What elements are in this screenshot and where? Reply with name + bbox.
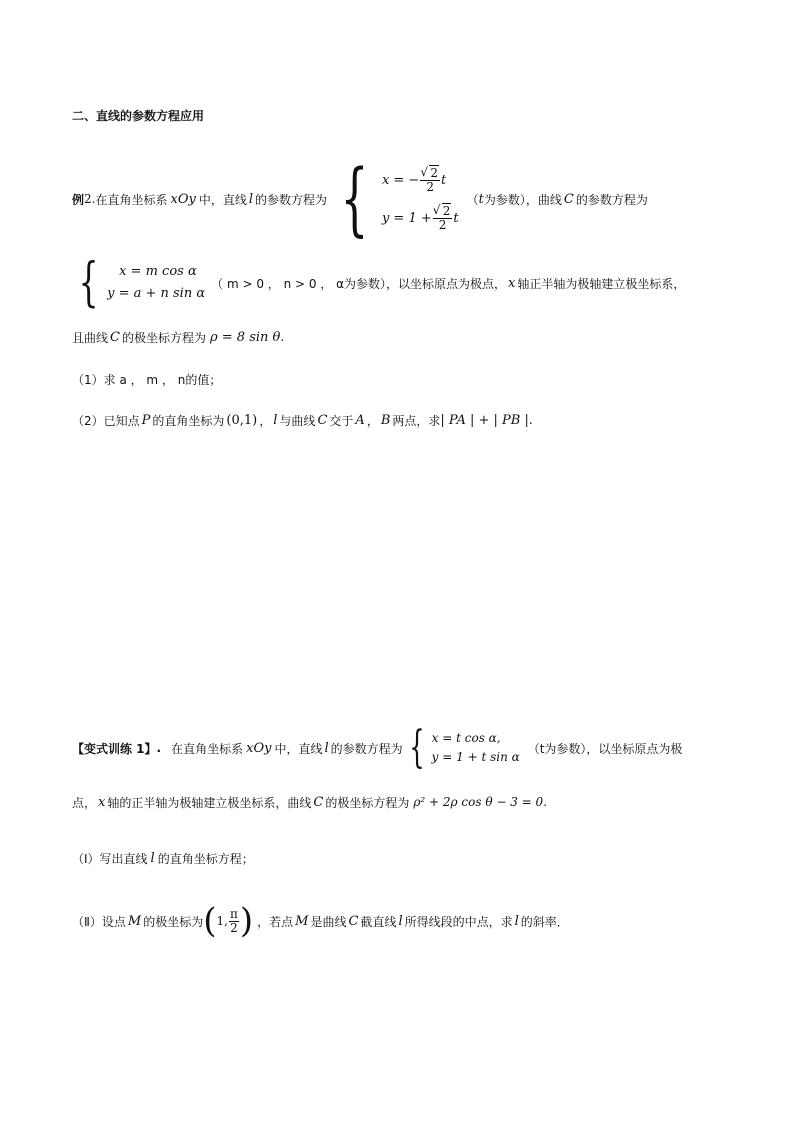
- variant-question-1: [72, 848, 254, 868]
- distance-sum-expression: | PA | + | PB |: [440, 412, 529, 428]
- polar-radius: 1,: [216, 914, 228, 928]
- variant-eq-row1: x = t cos α,: [431, 731, 501, 745]
- variant-text: （Ⅰ）写出直线: [72, 851, 148, 866]
- section-title: 二、直线的参数方程应用: [72, 109, 205, 123]
- example-intro: 在直角坐标系: [95, 192, 168, 207]
- example-text: 的参数方程为: [575, 192, 648, 207]
- point-coords: (0,1): [226, 412, 258, 428]
- fraction: [433, 205, 453, 232]
- polar-point-m: [203, 901, 254, 941]
- example-text: 的参数方程为: [255, 192, 328, 207]
- example-number: 2.: [84, 192, 96, 206]
- variant-text: 是曲线: [310, 914, 347, 929]
- left-brace-icon: {: [408, 722, 425, 773]
- example-text: 的直角坐标为: [152, 413, 225, 428]
- variant-text: 点，: [72, 795, 97, 810]
- example-text: ，: [259, 413, 272, 428]
- curve-eq-row2: y = a + n sin α: [107, 286, 206, 301]
- example2-line1: [72, 152, 648, 245]
- example-text: .: [528, 413, 533, 427]
- param-t: t: [440, 172, 447, 188]
- example-text: 的极坐标方程为: [121, 330, 206, 345]
- polar-equation: ρ² + 2ρ cos θ − 3 = 0: [413, 795, 544, 809]
- line-l: l: [324, 740, 329, 756]
- x-axis-var: x: [98, 794, 106, 810]
- param-t: t: [478, 191, 484, 207]
- curve-eq-row1: x = m cos α: [119, 264, 197, 279]
- variant-text: 的直角坐标方程；: [157, 851, 254, 866]
- point-a: A: [355, 412, 365, 428]
- variant-eq-row2: y = 1 + t sin α: [431, 750, 520, 764]
- variant-text: .: [156, 741, 162, 755]
- example-text: 与曲线: [279, 413, 316, 428]
- line-eq-row1: [382, 161, 459, 199]
- variant-text: 的参数方程为: [330, 741, 403, 756]
- sqrt-radicand: 2: [442, 203, 451, 218]
- variant-question-2: [72, 900, 569, 942]
- example-text: 交于: [329, 413, 354, 428]
- left-brace-icon: {: [78, 253, 99, 313]
- example-text: .: [280, 330, 285, 344]
- example-text: 轴正半轴为极轴建立极坐标系，: [517, 276, 686, 291]
- question-1: （1）求 a ， m ， n的值；: [72, 373, 222, 387]
- point-b: B: [380, 412, 391, 428]
- point-p: P: [141, 412, 151, 428]
- question-2: [72, 410, 533, 430]
- variant-text: ，若点: [257, 914, 294, 929]
- right-paren-icon: ): [239, 901, 254, 941]
- line-parametric-system: [327, 152, 459, 245]
- example-text: 且曲线: [72, 330, 109, 345]
- param-t: t: [453, 210, 459, 226]
- variant-label: 【变式训练 1】: [72, 741, 157, 756]
- coord-system-xoy: xOy: [246, 740, 272, 756]
- curve-parametric-system: [72, 253, 206, 313]
- variant-text: 的极坐标方程为: [325, 795, 410, 810]
- line-eq-row2: [382, 199, 459, 237]
- fraction-denominator: 2: [438, 217, 447, 232]
- fraction-denominator: 2: [426, 179, 434, 194]
- variant-text: 中，直线: [274, 741, 323, 756]
- example2-line2: [72, 253, 686, 313]
- example-text: （2）已知点: [72, 413, 140, 428]
- example-label: 例: [72, 192, 85, 207]
- example-text: ，: [366, 413, 379, 428]
- fraction-numerator: π: [229, 906, 238, 921]
- variant-text: 的斜率．: [520, 914, 569, 929]
- variant-text: 在直角坐标系: [171, 741, 244, 756]
- line-l: l: [514, 913, 519, 929]
- x-axis-var: x: [508, 275, 516, 291]
- variant1-line2: [72, 792, 547, 812]
- line-l: l: [398, 913, 403, 929]
- variant-text: .: [543, 795, 548, 809]
- variant-text: （t为参数），以坐标原点为极: [527, 741, 683, 756]
- example-text: 两点，求: [392, 413, 441, 428]
- example-text: （ m > 0 ， n > 0 ， α为参数），以坐标原点为极点，: [211, 276, 507, 291]
- example-text: 为参数），曲线: [483, 192, 562, 207]
- curve-c: C: [317, 412, 328, 428]
- point-m: M: [295, 913, 309, 929]
- eq-lhs: y = 1 +: [381, 210, 432, 226]
- curve-c: C: [313, 794, 324, 810]
- line-l: l: [150, 850, 155, 866]
- example2-line3: [72, 327, 284, 347]
- fraction: [420, 167, 440, 194]
- fraction: [229, 908, 239, 935]
- variant-text: 所得线段的中点，求: [404, 914, 513, 929]
- fraction-denominator: 2: [230, 920, 238, 935]
- eq-lhs: x = −: [381, 172, 420, 188]
- variant-text: （Ⅱ）设点: [72, 914, 126, 929]
- left-brace-icon: {: [340, 152, 369, 245]
- variant-text: 轴的正半轴为极轴建立极坐标系，曲线: [107, 795, 312, 810]
- curve-c: C: [563, 191, 574, 207]
- variant-text: 截直线: [360, 914, 397, 929]
- coord-system-xoy: xOy: [170, 191, 196, 207]
- example-text: 中，直线: [198, 192, 247, 207]
- point-m: M: [127, 913, 142, 929]
- variant-line-system: [403, 722, 520, 773]
- left-paren-icon: (: [203, 901, 217, 941]
- variant1-line1: [72, 722, 683, 773]
- curve-c: C: [348, 913, 359, 929]
- line-l: l: [273, 412, 278, 428]
- curve-c: C: [110, 329, 120, 345]
- polar-equation: ρ = 8 sin θ: [209, 329, 281, 345]
- sqrt-radicand: 2: [430, 165, 438, 180]
- example-text: （: [466, 192, 479, 207]
- variant-text: 的极坐标为: [143, 914, 204, 929]
- line-l: l: [248, 191, 254, 207]
